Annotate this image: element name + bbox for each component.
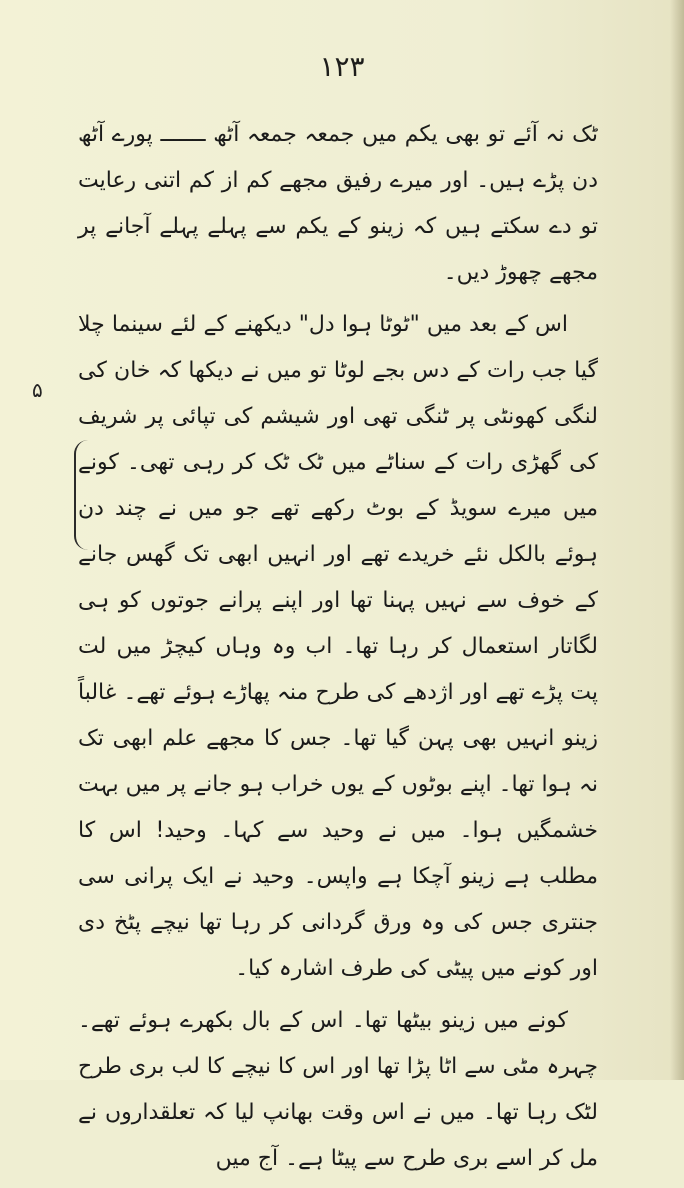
body-text bbox=[78, 112, 598, 1188]
paragraph-1: ٹک نہ آئے تو بھی یکم میں جمعہ جمعہ آٹھ ـــــــ پورے آٹھ دن پڑے ہیں۔ اور میرے رفیق مجھے کم از کم اتنی رعایت تو دے سکتے ہیں کہ زینو کے یکم سے پہلے پہلے آجانے پر مجھے چھوڑ دیں۔ bbox=[78, 122, 598, 285]
paragraph-3: کونے میں زینو بیٹھا تھا۔ اس کے بال بکھرے ہوئے تھے۔ چہرہ مٹی سے اٹا پڑا تھا اور اس کا نیچے کا لب بری طرح لٹک رہا تھا۔ میں نے اس وقت بھانپ لیا کہ تعلقداروں نے مل کر اسے بری طرح سے پیٹا ہے۔ آج میں bbox=[78, 1008, 598, 1171]
paragraph-2: اس کے بعد میں "ٹوٹا ہوا دل" دیکھنے کے لئے سینما چلا گیا جب رات کے دس بجے لوٹا تو میں نے دیکھا کہ خان کی لنگی کھونٹی پر ٹنگی تھی اور شیشم کی تپائی پر شریف کی گھڑی رات کے سناٹے میں ٹک ٹک کر رہی تھی۔ کونے میں میرے سویڈ کے بوٹ رکھے تھے جو میں نے چند دن ہوئے بالکل نئے خریدے تھے اور انہیں ابھی تک گھس جانے کے خوف سے نہیں پہنا تھا اور اپنے پرانے جوتوں کو ہی لگاتار استعمال کر رہا تھا۔ اب وہ وہاں کیچڑ میں لت پت پڑے تھے اور اژدھے کی طرح منہ پھاڑے ہوئے تھے۔ غالباً زینو انہیں بھی پہن گیا تھا۔ جس کا مجھے علم ابھی تک نہ ہوا تھا۔ اپنے بوٹوں کے یوں خراب ہو جانے پر میں بہت خشمگیں ہوا۔ میں نے وحید سے کہا۔ وحید! اس کا مطلب ہے زینو آچکا ہے واپس۔ وحید نے ایک پرانی سی جنتری جس کی وہ ورق گردانی کر رہا تھا نیچے پٹخ دی اور کونے میں پیٹی کی طرف اشارہ کیا۔ bbox=[78, 312, 598, 981]
page-edge-shadow bbox=[670, 0, 684, 1080]
page-number: ۱۲۳ bbox=[319, 50, 365, 83]
margin-annotation: ۵ bbox=[32, 378, 43, 402]
